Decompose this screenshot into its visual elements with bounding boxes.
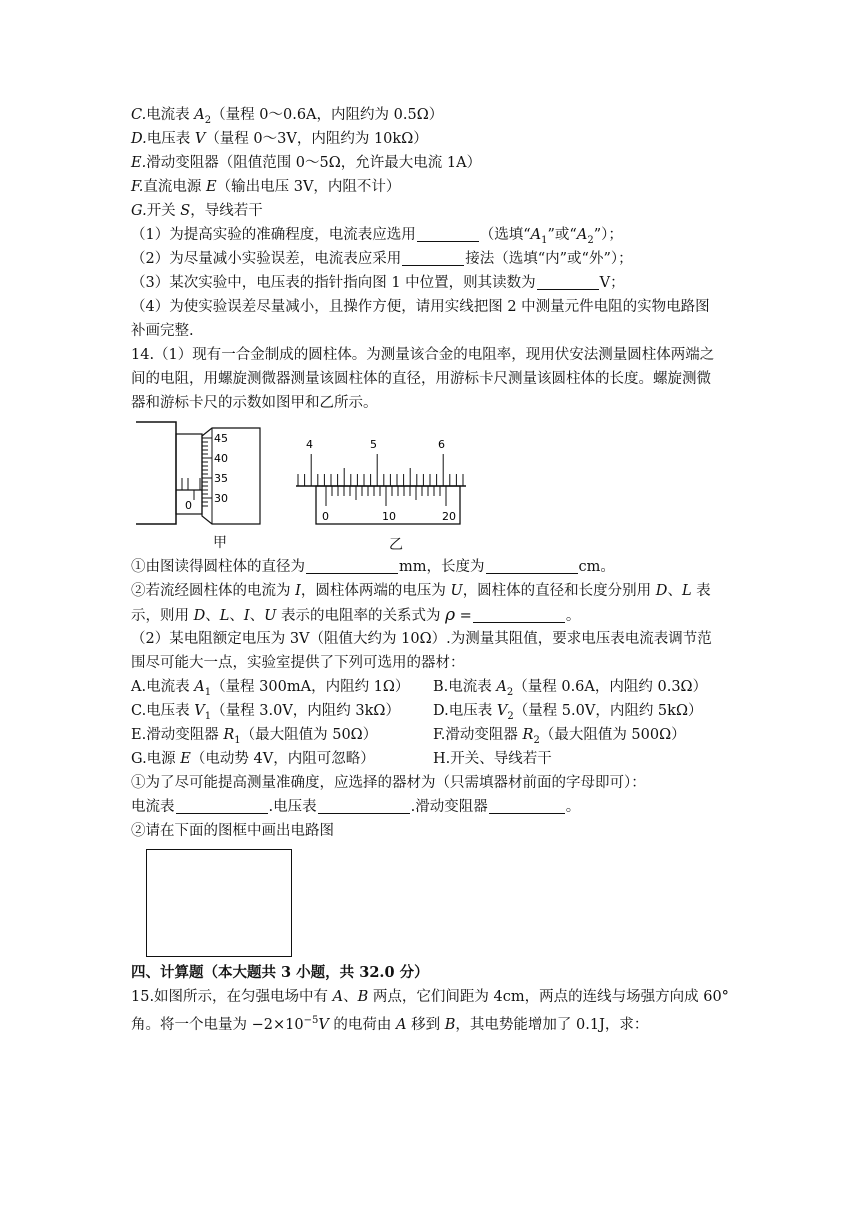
fig-yi-caption: 乙 — [389, 537, 403, 553]
answer-blank[interactable] — [489, 797, 565, 814]
caliper-vernier-20: 20 — [442, 510, 456, 523]
q13-part1: （1）为提高实验的准确程度，电流表应选用 （选填“$A_1$”或“$A_2$”）； — [131, 227, 623, 246]
q14-circuit-prompt: ②请在下面的图框中画出电路图 — [131, 823, 334, 839]
q14-part2-line1: （2）某电阻额定电压为 3V（阻值大约为 10Ω）.为测量其阻值，要求电压表电流表调节范 — [131, 631, 712, 647]
q15-line1: 15.如图所示，在匀强电场中有 A、B 两点，它们间距为 4cm，两点的连线与场强方向成 60° — [131, 989, 729, 1005]
micrometer-label-30: 30 — [214, 492, 228, 505]
item-f: F.直流电源 E（输出电压 3V，内阻不计） — [131, 179, 401, 195]
micrometer-label-40: 40 — [214, 452, 228, 465]
equip-row-gh: G.电源 E（电动势 4V，内阻可忽略） H.开关、导线若干 — [131, 751, 552, 767]
equip-row-ef: E.滑动变阻器 $R_1$（最大阻值为 50Ω） F.滑动变阻器 $R_2$（最大阻值为 500Ω） — [131, 727, 686, 746]
caliper-vernier-10: 10 — [382, 510, 396, 523]
caliper-main-6: 6 — [438, 438, 445, 451]
q14-line3: 器和游标卡尺的示数如图甲和乙所示。 — [131, 395, 378, 411]
q14-part2-line2: 围尽可能大一点，实验室提供了下列可选用的器材： — [131, 655, 465, 671]
caliper-figure — [292, 436, 468, 528]
q14-choice-prompt: ①为了尽可能提高测量准确度，应选择的器材为（只需填器材前面的字母即可）： — [131, 775, 646, 791]
item-c: C.电流表 $A_2$（量程 0～0.6A，内阻约为 0.5Ω） — [131, 107, 444, 126]
micrometer-zero: 0 — [185, 499, 192, 512]
q13-part2: （2）为尽量减小实验误差，电流表应采用 接法（选填“内”或“外”）； — [131, 251, 633, 267]
item-e: E.滑动变阻器（阻值范围 0～5Ω，允许最大电流 1A） — [131, 155, 482, 171]
answer-blank[interactable] — [318, 797, 410, 814]
q14-answer2: ②若流经圆柱体的电流为 I，圆柱体两端的电压为 U，圆柱体的直径和长度分别用 D、L 表 — [131, 583, 711, 599]
micrometer-figure — [136, 418, 266, 530]
circuit-drawing-box[interactable] — [146, 849, 292, 957]
equip-row-cd: C.电压表 $V_1$（量程 3.0V，内阻约 3kΩ） D.电压表 $V_2$（量程 5.0V，内阻约 5kΩ） — [131, 703, 703, 722]
answer-blank[interactable] — [537, 273, 599, 290]
fig-jia-caption: 甲 — [213, 535, 227, 551]
q13-part4: （4）为使实验误差尽量减小，且操作方便，请用实线把图 2 中测量元件电阻的实物电路图 — [131, 299, 710, 315]
caliper-main-4: 4 — [306, 438, 313, 451]
answer-blank[interactable] — [473, 606, 565, 623]
q14-answer1: ①由图读得圆柱体的直径为 mm，长度为 cm。 — [131, 559, 615, 575]
item-g: G.开关 S，导线若干 — [131, 203, 263, 219]
q14-choice-blanks: 电流表 .电压表 .滑动变阻器 。 — [131, 799, 581, 815]
micrometer-label-35: 35 — [214, 472, 228, 485]
caliper-vernier-0: 0 — [322, 510, 329, 523]
answer-blank[interactable] — [176, 797, 268, 814]
q13-part3: （3）某次实验中，电压表的指针指向图 1 中位置，则其读数为 V； — [131, 275, 625, 291]
equip-row-ab: A.电流表 $A_1$（量程 300mA，内阻约 1Ω） B.电流表 $A_2$（量程 0.6A，内阻约 0.3Ω） — [131, 679, 708, 698]
answer-blank[interactable] — [402, 249, 464, 266]
q14-line2: 间的电阻，用螺旋测微器测量该圆柱体的直径，用游标卡尺测量该圆柱体的长度。螺旋测微 — [131, 371, 711, 387]
answer-blank[interactable] — [417, 225, 479, 242]
item-d: D.电压表 V（量程 0～3V，内阻约为 10kΩ） — [131, 131, 428, 147]
answer-blank[interactable] — [486, 557, 578, 574]
q14-answer2-cont: 示，则用 D、L、I、U 表示的电阻率的关系式为 ρ = 。 — [131, 605, 581, 625]
caliper-main-5: 5 — [370, 438, 377, 451]
q15-line2: 角。将一个电量为 $-2\times 10^{-5}V$ 的电荷由 A 移到 B，其电势能增加了 0.1J，求： — [131, 1015, 649, 1033]
q14-line1: 14.（1）现有一合金制成的圆柱体。为测量该合金的电阻率，现用伏安法测量圆柱体两端之 — [131, 347, 715, 363]
micrometer-label-45: 45 — [214, 432, 228, 445]
q13-part4-cont: 补画完整. — [131, 323, 194, 339]
answer-blank[interactable] — [306, 557, 398, 574]
section4-heading: 四、计算题（本大题共 3 小题，共 32.0 分） — [131, 964, 429, 981]
